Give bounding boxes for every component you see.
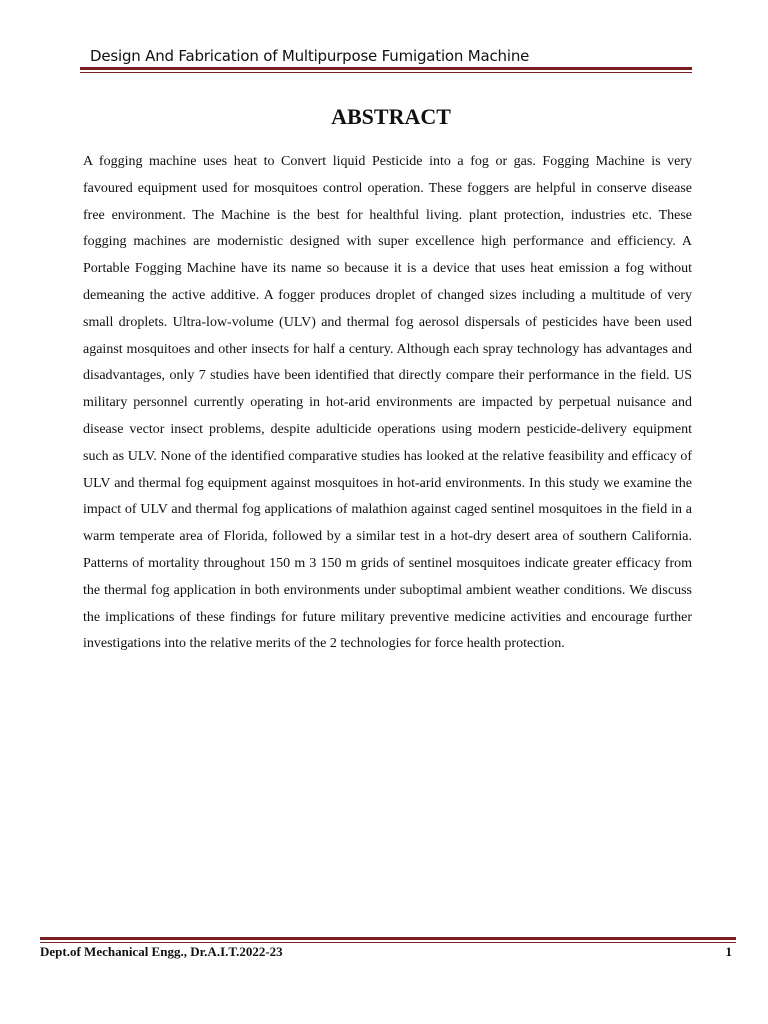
page-number: 1 [725,944,732,959]
footer-rule-thin [40,942,736,943]
footer-department: Dept.of Mechanical Engg., Dr.A.I.T.2022-23 [40,944,283,959]
footer-rule-thick [40,937,736,940]
section-heading: ABSTRACT [331,104,451,129]
abstract-paragraph: A fogging machine uses heat to Convert liquid Pesticide into a fog or gas. Fogging Machine is very favoured equipment used for mosquitoes control operation. These foggers are helpful in conserve disease free environment. The Machine is the best for healthful living. plant protection, industries etc. These fogging machines are modernistic designed with super excellence high performance and efficiency. A Portable Fogging Machine have its name so because it is a device that uses heat emission a fog without demeaning the active additive. A fogger produces droplet of changed sizes including a multitude of very small droplets. Ultra-low-volume (ULV) and thermal fog aerosol dispersals of pesticides have been used against mosquitoes and other insects for half a century. Although each spray technology has advantages and disadvantages, only 7 studies have been identified that directly compare their performance in the field. US military personnel currently operating in hot-arid environments are impacted by perpetual nuisance and disease vector insect problems, despite adulticide operations using modern pesticide-delivery equipment such as ULV. None of the identified comparative studies has looked at the relative feasibility and efficacy of ULV and thermal fog equipment against mosquitoes in hot-arid environments. In this study we examine the impact of ULV and thermal fog applications of malathion against caged sentinel mosquitoes in the field in a warm temperate area of Florida, followed by a similar test in a hot-dry desert area of southern California. Patterns of mortality throughout 150 m 3 150 m grids of sentinel mosquitoes indicate greater efficacy from the thermal fog application in both environments under suboptimal ambient weather conditions. We discuss the implications of these findings for future military preventive medicine activities and encourage further investigations into the relative merits of the 2 technologies for force health protection. [83,154,692,652]
header-rule-thick [80,67,692,70]
running-header-title: Design And Fabrication of Multipurpose Fumigation Machine [90,47,530,65]
header-rule-thin [80,72,692,73]
